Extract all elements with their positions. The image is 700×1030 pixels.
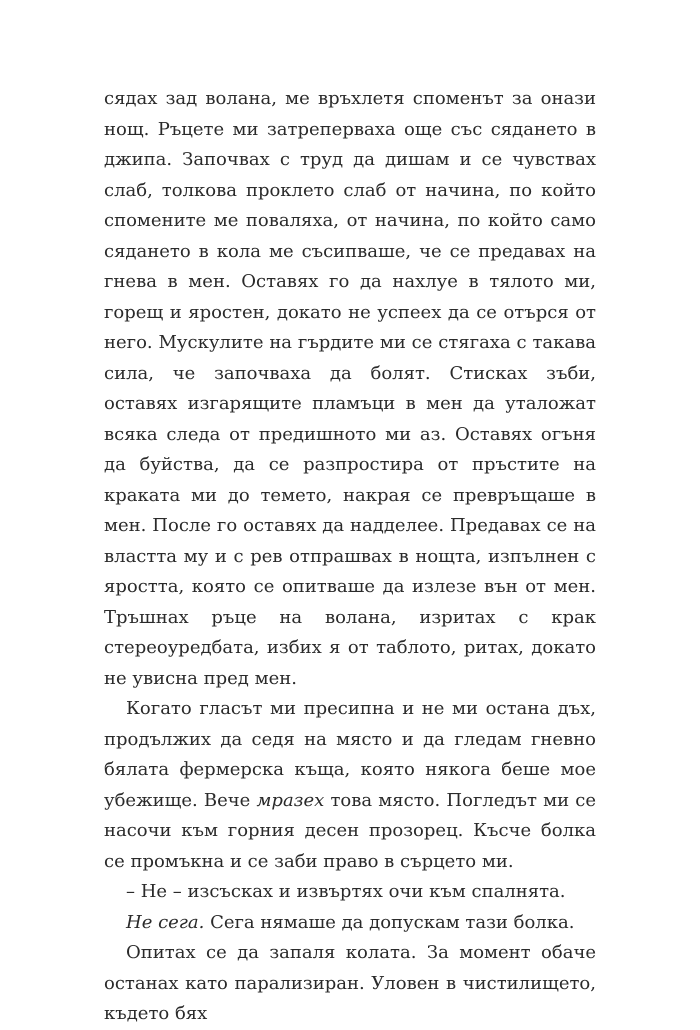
paragraph-4-text-after: Сега нямаше да допускам тази болка. — [204, 911, 575, 933]
book-page-text — [104, 84, 596, 1030]
paragraph-2-text-before: Когато гласът ми пресипна и не ми остана дъх, продължих да седя на място и да гледам гневно бялата фермерска къща, която някога беше мое убежище. Вече — [104, 698, 596, 811]
paragraph-5: Опитах се да запаля колата. За момент обаче останах като парализиран. Уловен в чистилището, където бях — [104, 942, 596, 1024]
paragraph-2-text-after: това място. Погледът ми се насочи към горния десен прозорец. Късче болка се промъкна и се заби право в сърцето ми. — [104, 789, 596, 872]
paragraph-4 — [104, 908, 596, 939]
paragraph-1: сядах зад волана, ме връхлетя споменът за онази нощ. Ръцете ми затреперваха още със сядането в джипа. Започвах с труд да дишам и се чувствах слаб, толкова проклето слаб от начина, по който спомените ме поваляха, от начина, по който само сядането в кола ме съсипваше, че се предавах на гнева в мен. Оставях го да нахлуе в тялото ми, горещ и яростен, докато не успеех да се отърся от него. Мускулите на гърдите ми се стягаха с такава сила, че започваха да болят. Стисках зъби, оставях изгарящите пламъци в мен да уталожат всяка следа от предишното ми аз. Оставях огъня да буйства, да се разпростира от пръстите на краката ми до темето, накрая се превръщаше в мен. После го оставях да надделее. Предавах се на властта му и с рев отпрашвах в нощта, изпълнен с яростта, която се опитваше да излезе вън от мен. Тръшнах ръце на волана, изритах с крак стереоуредбата, избих я от таблото, ритах, докато не увисна пред мен. — [104, 88, 596, 689]
paragraph-4-emphasis: Не сега. — [126, 911, 205, 933]
paragraph-2 — [104, 694, 596, 877]
paragraph-3-dialogue: – Не – изсъсках и извъртях очи към спалнята. — [126, 881, 566, 902]
paragraph-2-emphasis: мразех — [256, 789, 325, 811]
